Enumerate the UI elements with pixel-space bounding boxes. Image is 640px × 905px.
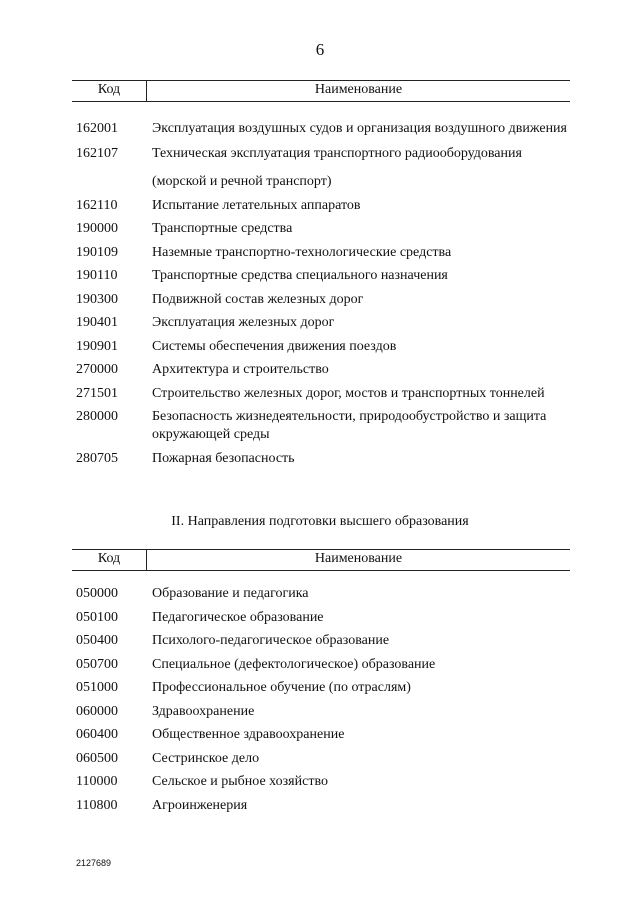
- row-code: 050400: [76, 633, 118, 648]
- row-name: Техническая эксплуатация транспортного радиооборудования (морской и речной транспорт): [152, 145, 522, 189]
- row-name: Системы обеспечения движения поездов: [152, 338, 397, 354]
- row-code: 280000: [76, 409, 118, 424]
- table-row: [72, 585, 570, 603]
- row-code: 190109: [76, 244, 118, 260]
- row-code: 190300: [76, 291, 118, 307]
- row-code: 050000: [76, 586, 118, 601]
- row-code: 190401: [76, 315, 118, 330]
- row-code: 190000: [76, 221, 118, 236]
- row-code: 050700: [76, 656, 118, 672]
- row-code: 060500: [76, 750, 118, 766]
- row-code: 110800: [76, 797, 118, 813]
- row-name: Строительство железных дорог, мостов и транспортных тоннелей: [152, 385, 545, 401]
- table-header: [72, 549, 570, 571]
- row-name: Здравоохранение: [152, 703, 255, 719]
- table-row: [72, 140, 570, 196]
- table-row: [72, 385, 570, 403]
- table-row: [72, 361, 570, 379]
- table-row: [72, 609, 570, 627]
- table-row: [72, 244, 570, 262]
- row-code: 190110: [76, 268, 118, 283]
- row-code: 190901: [76, 338, 118, 354]
- row-name: Специальное (дефектологическое) образование: [152, 656, 436, 672]
- row-code: 280705: [76, 450, 118, 466]
- header-name: Наименование: [314, 82, 403, 97]
- row-name: Общественное здравоохранение: [152, 727, 345, 742]
- row-name: Подвижной состав железных дорог: [152, 291, 364, 307]
- row-name: Сестринское дело: [152, 750, 260, 766]
- row-code: 050100: [76, 609, 118, 625]
- table-directions: [72, 549, 570, 820]
- row-name: Наземные транспортно-технологические средства: [152, 244, 452, 260]
- table-row: [72, 267, 570, 285]
- row-code: 162110: [76, 197, 118, 213]
- table-row: [72, 220, 570, 238]
- table-row: [72, 197, 570, 215]
- table-row: [72, 338, 570, 356]
- row-name: Сельское и рыбное хозяйство: [152, 774, 328, 789]
- row-code: 051000: [76, 680, 118, 695]
- table-specialties: [72, 80, 570, 473]
- section-title: II. Направления подготовки высшего образования: [171, 514, 469, 529]
- table-row: [72, 632, 570, 650]
- row-name: Испытание летательных аппаратов: [152, 197, 361, 213]
- row-code: 271501: [76, 385, 118, 401]
- document-code: 2127689: [76, 858, 112, 868]
- row-name: Психолого-педагогическое образование: [152, 633, 390, 648]
- row-name: Образование и педагогика: [152, 586, 309, 601]
- row-name: Транспортные средства специального назначения: [152, 268, 448, 283]
- row-name: Эксплуатация воздушных судов и организация воздушного движения: [152, 121, 567, 136]
- table-row: [72, 703, 570, 721]
- page-number: 6: [315, 40, 325, 59]
- header-code: Код: [97, 82, 121, 97]
- header-name: Наименование: [314, 551, 403, 566]
- table-row: [72, 679, 570, 697]
- table-body: [72, 120, 570, 468]
- row-name: Агроинженерия: [152, 797, 248, 813]
- table-row: [72, 291, 570, 309]
- row-code: 060000: [76, 703, 118, 719]
- table-row: [72, 120, 570, 138]
- row-code: 162001: [76, 121, 118, 136]
- row-name: Пожарная безопасность: [152, 450, 295, 466]
- row-code: 060400: [76, 727, 118, 742]
- row-name: Эксплуатация железных дорог: [152, 315, 335, 330]
- row-code: 270000: [76, 362, 118, 377]
- row-code: 110000: [76, 774, 118, 789]
- header-code: Код: [97, 551, 121, 566]
- row-name: Профессиональное обучение (по отраслям): [152, 680, 411, 695]
- table-body: [72, 585, 570, 815]
- table-row: [72, 314, 570, 332]
- row-name: Архитектура и строительство: [152, 362, 329, 377]
- row-name: Педагогическое образование: [152, 609, 324, 625]
- table-row: [72, 797, 570, 815]
- table-row: [72, 656, 570, 674]
- table-row: [72, 750, 570, 768]
- table-row: [72, 726, 570, 744]
- table-header: [72, 80, 570, 102]
- row-name: Безопасность жизнедеятельности, природообустройство и защита окружающей среды: [152, 409, 547, 442]
- table-row: [72, 773, 570, 791]
- table-row: [72, 450, 570, 468]
- row-name: Транспортные средства: [152, 221, 293, 236]
- row-code: 162107: [76, 145, 118, 161]
- table-row: [72, 408, 570, 444]
